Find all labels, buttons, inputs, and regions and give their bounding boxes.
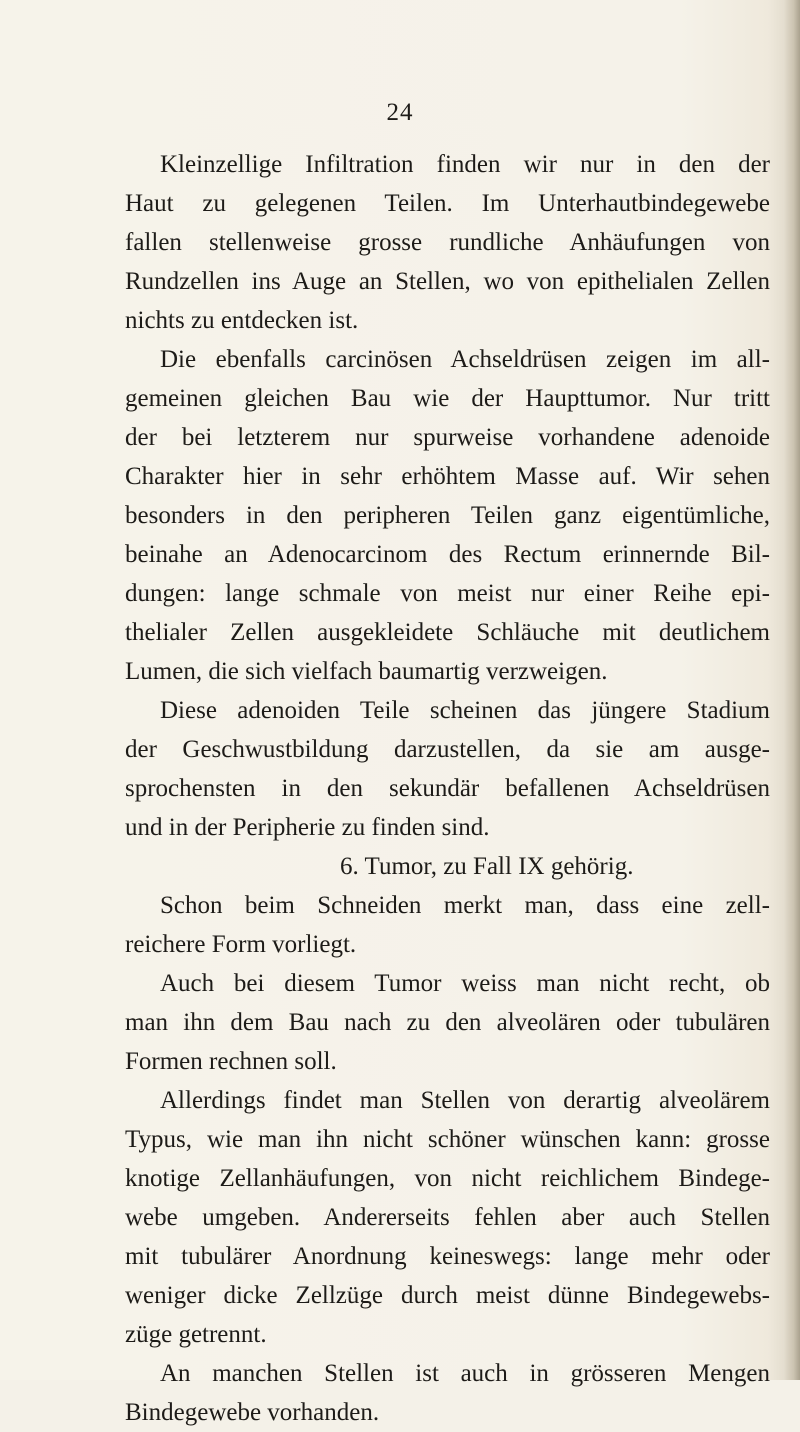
text-line: Die ebenfalls carcinösen Achseldrüsen zeigen im all- xyxy=(160,346,770,373)
text-line: besonders in den peripheren Teilen ganz eigentümliche, xyxy=(125,502,770,529)
text-line: knotige Zellanhäufungen, von nicht reichlichem Bindege- xyxy=(125,1165,770,1192)
text-line: Bindegewebe vorhanden. xyxy=(125,1399,380,1426)
text-line: Formen rechnen soll. xyxy=(125,1048,337,1075)
text-line: Haut zu gelegenen Teilen. Im Unterhautbindegewebe xyxy=(125,190,770,217)
text-line: der bei letzterem nur spurweise vorhandene adenoide xyxy=(125,424,770,451)
text-line: fallen stellenweise grosse rundliche Anhäufungen von xyxy=(125,229,770,256)
section-heading: 6. Tumor, zu Fall IX gehörig. xyxy=(340,853,634,880)
text-line: reichere Form vorliegt. xyxy=(125,931,357,958)
text-line: dungen: lange schmale von meist nur einer Reihe epi- xyxy=(125,580,770,607)
text-line: Schon beim Schneiden merkt man, dass eine zell- xyxy=(160,892,770,919)
text-line: und in der Peripherie zu finden sind. xyxy=(125,814,490,841)
text-line: beinahe an Adenocarcinom des Rectum erinnernde Bil- xyxy=(125,541,770,568)
text-line: webe umgeben. Andererseits fehlen aber auch Stellen xyxy=(125,1204,770,1231)
text-line: Diese adenoiden Teile scheinen das jüngere Stadium xyxy=(160,697,770,724)
text-line: thelialer Zellen ausgekleidete Schläuche mit deutlichem xyxy=(125,619,770,646)
text-line: man ihn dem Bau nach zu den alveolären oder tubulären xyxy=(125,1009,770,1036)
text-line: mit tubulärer Anordnung keineswegs: lange mehr oder xyxy=(125,1243,770,1270)
text-line: weniger dicke Zellzüge durch meist dünne Bindegewebs- xyxy=(125,1282,770,1309)
page-number: 24 xyxy=(386,99,414,126)
text-line: züge getrennt. xyxy=(125,1321,267,1348)
text-line: gemeinen gleichen Bau wie der Haupttumor. Nur tritt xyxy=(125,385,770,412)
text-line: Auch bei diesem Tumor weiss man nicht recht, ob xyxy=(160,970,770,997)
text-line: Charakter hier in sehr erhöhtem Masse auf. Wir sehen xyxy=(125,463,770,490)
page-edge-shadow xyxy=(784,0,800,1380)
body-text xyxy=(125,145,770,1432)
text-line: der Geschwustbildung darzustellen, da sie am ausge- xyxy=(125,736,770,763)
text-line: nichts zu entdecken ist. xyxy=(125,307,359,334)
text-line: Kleinzellige Infiltration finden wir nur in den der xyxy=(160,151,770,178)
text-line: Allerdings findet man Stellen von derartig alveolärem xyxy=(160,1087,770,1114)
text-line: Lumen, die sich vielfach baumartig verzweigen. xyxy=(125,658,608,685)
text-line: Typus, wie man ihn nicht schöner wünschen kann: grosse xyxy=(125,1126,770,1153)
text-line: Rundzellen ins Auge an Stellen, wo von epithelialen Zellen xyxy=(125,268,770,295)
text-line: An manchen Stellen ist auch in grösseren Mengen xyxy=(160,1360,770,1387)
text-line: sprochensten in den sekundär befallenen Achseldrüsen xyxy=(125,775,770,802)
